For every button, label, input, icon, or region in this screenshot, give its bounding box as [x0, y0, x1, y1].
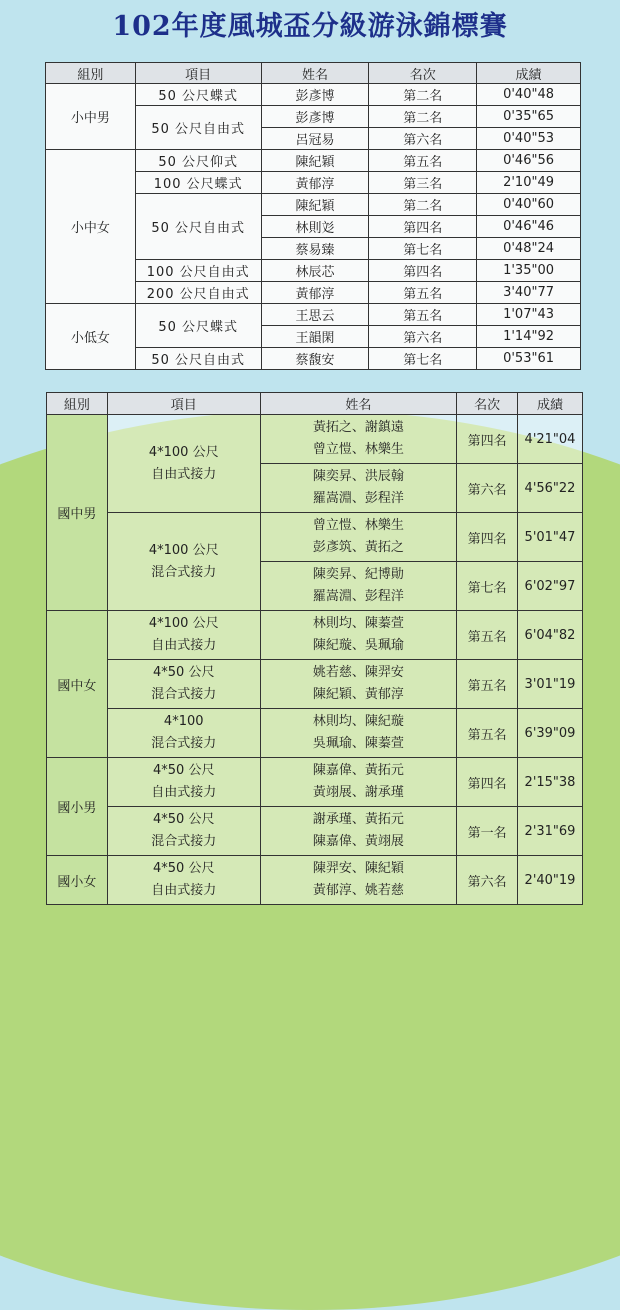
- time-cell: 3'01"19: [518, 660, 583, 709]
- column-header: 組別: [46, 63, 136, 84]
- name-cell: 彭彥博: [261, 106, 369, 128]
- rank-cell: 第四名: [457, 513, 518, 562]
- event-line: 混合式接力: [151, 564, 217, 580]
- event-cell: [107, 807, 260, 856]
- names-line: 謝承瑾、黃拓元: [312, 812, 404, 827]
- rank-cell: 第五名: [369, 150, 477, 172]
- column-header: 項目: [135, 63, 261, 84]
- group-cell: 國小女: [47, 856, 108, 905]
- rank-cell: 第五名: [457, 611, 518, 660]
- event-cell: 100 公尺自由式: [135, 260, 261, 282]
- event-line: 4*100 公尺: [148, 542, 219, 558]
- time-cell: 3'40"77: [477, 282, 581, 304]
- event-cell: [107, 709, 260, 758]
- time-cell: 6'39"09: [518, 709, 583, 758]
- names-line: 陳羿安、陳紀穎: [312, 861, 404, 876]
- table-row: [47, 856, 583, 905]
- names-line: 陳奕昇、洪辰翰: [312, 469, 404, 484]
- page-title: 102年度風城盃分級游泳錦標賽: [112, 11, 508, 42]
- rank-cell: 第七名: [369, 238, 477, 260]
- name-cell: 黃郁淳: [261, 282, 369, 304]
- time-cell: 0'46"46: [477, 216, 581, 238]
- rank-cell: 第二名: [369, 106, 477, 128]
- time-cell: 1'07"43: [477, 304, 581, 326]
- rank-cell: 第二名: [369, 84, 477, 106]
- names-cell: [260, 464, 457, 513]
- event-cell: [107, 660, 260, 709]
- event-cell: [107, 513, 260, 611]
- name-cell: 王韻閑: [261, 326, 369, 348]
- name-cell: 蔡馥安: [261, 348, 369, 370]
- event-cell: 50 公尺蝶式: [135, 304, 261, 348]
- event-cell: 50 公尺自由式: [135, 194, 261, 260]
- rank-cell: 第五名: [369, 282, 477, 304]
- name-cell: 陳紀穎: [261, 150, 369, 172]
- event-cell: [107, 611, 260, 660]
- names-line: 曾立愷、林樂生: [312, 518, 404, 533]
- event-line: 4*50 公尺: [153, 812, 215, 827]
- names-cell: [260, 709, 457, 758]
- name-cell: 林辰芯: [261, 260, 369, 282]
- group-cell: 國中男: [47, 415, 108, 611]
- table-row: [47, 758, 583, 807]
- name-cell: 林則彣: [261, 216, 369, 238]
- event-line: 自由式接力: [151, 466, 217, 482]
- event-line: 4*50 公尺: [153, 665, 215, 680]
- rank-cell: 第六名: [369, 128, 477, 150]
- rank-cell: 第四名: [457, 758, 518, 807]
- results-table-relay: [46, 392, 583, 905]
- names-cell: [260, 562, 457, 611]
- names-line: 彭彥筑、黃拓之: [312, 540, 404, 555]
- event-cell: 50 公尺蝶式: [135, 84, 261, 106]
- column-header: 姓名: [261, 63, 369, 84]
- event-line: 4*100 公尺: [148, 444, 219, 460]
- column-header: 項目: [107, 393, 260, 415]
- event-line: 自由式接力: [151, 638, 217, 653]
- names-cell: [260, 513, 457, 562]
- event-cell: 50 公尺自由式: [135, 348, 261, 370]
- time-cell: 1'35"00: [477, 260, 581, 282]
- group-cell: 小低女: [46, 304, 136, 370]
- event-line: 混合式接力: [151, 834, 217, 849]
- event-line: 自由式接力: [151, 785, 217, 800]
- names-line: 陳紀璇、吳珮瑜: [312, 638, 404, 653]
- event-line: 混合式接力: [151, 736, 217, 751]
- column-header: 名次: [457, 393, 518, 415]
- time-cell: 4'56"22: [518, 464, 583, 513]
- table-row: [47, 415, 583, 464]
- names-line: 羅嵩淵、彭程洋: [312, 589, 404, 604]
- names-line: 吳珮瑜、陳蓁萱: [312, 736, 404, 751]
- names-line: 羅嵩淵、彭程洋: [312, 491, 404, 506]
- time-cell: 2'10"49: [477, 172, 581, 194]
- group-cell: 國中女: [47, 611, 108, 758]
- event-line: 4*100 公尺: [148, 616, 219, 631]
- names-cell: [260, 856, 457, 905]
- names-line: 林則均、陳紀璇: [312, 714, 404, 729]
- time-cell: 0'53"61: [477, 348, 581, 370]
- rank-cell: 第六名: [369, 326, 477, 348]
- time-cell: 6'04"82: [518, 611, 583, 660]
- rank-cell: 第一名: [457, 807, 518, 856]
- rank-cell: 第四名: [457, 415, 518, 464]
- names-line: 黃拓之、謝鎮遠: [312, 420, 404, 435]
- column-header: 成績: [477, 63, 581, 84]
- table-row: [47, 807, 583, 856]
- time-cell: 4'21"04: [518, 415, 583, 464]
- event-line: 自由式接力: [151, 883, 217, 898]
- names-cell: [260, 660, 457, 709]
- event-line: 混合式接力: [151, 687, 217, 702]
- names-line: 陳奕昇、紀博勛: [312, 567, 404, 582]
- time-cell: 0'40"48: [477, 84, 581, 106]
- column-header: 名次: [369, 63, 477, 84]
- name-cell: 蔡易臻: [261, 238, 369, 260]
- names-line: 陳嘉偉、黃拓元: [312, 763, 404, 778]
- rank-cell: 第六名: [457, 856, 518, 905]
- names-line: 黃翊展、謝承瑾: [312, 785, 404, 800]
- event-line: 4*100: [163, 714, 204, 729]
- time-cell: 1'14"92: [477, 326, 581, 348]
- rank-cell: 第三名: [369, 172, 477, 194]
- names-line: 黃郁淳、姚若慈: [312, 883, 404, 898]
- time-cell: 5'01"47: [518, 513, 583, 562]
- rank-cell: 第二名: [369, 194, 477, 216]
- event-line: 4*50 公尺: [153, 861, 215, 876]
- event-cell: [107, 758, 260, 807]
- event-cell: [107, 856, 260, 905]
- column-header: 成績: [518, 393, 583, 415]
- time-cell: 2'15"38: [518, 758, 583, 807]
- names-line: 林則均、陳蓁萱: [312, 616, 404, 631]
- time-cell: 0'46"56: [477, 150, 581, 172]
- name-cell: 黃郁淳: [261, 172, 369, 194]
- results-table-elementary-individual: [45, 62, 581, 370]
- table-row: [47, 709, 583, 758]
- rank-cell: 第四名: [369, 216, 477, 238]
- table-row: [47, 660, 583, 709]
- time-cell: 0'48"24: [477, 238, 581, 260]
- names-cell: [260, 415, 457, 464]
- event-cell: [107, 415, 260, 513]
- rank-cell: 第七名: [457, 562, 518, 611]
- time-cell: 2'40"19: [518, 856, 583, 905]
- event-cell: 50 公尺仰式: [135, 150, 261, 172]
- event-cell: 200 公尺自由式: [135, 282, 261, 304]
- time-cell: 0'40"53: [477, 128, 581, 150]
- rank-cell: 第七名: [369, 348, 477, 370]
- names-line: 陳紀穎、黃郁淳: [312, 687, 404, 702]
- event-cell: 100 公尺蝶式: [135, 172, 261, 194]
- name-cell: 呂冠易: [261, 128, 369, 150]
- table-row: [46, 84, 581, 106]
- event-line: 4*50 公尺: [153, 763, 215, 778]
- rank-cell: 第五名: [457, 709, 518, 758]
- names-line: 陳嘉偉、黃翊展: [312, 834, 404, 849]
- table-row: [47, 513, 583, 562]
- name-cell: 王思云: [261, 304, 369, 326]
- group-cell: 小中男: [46, 84, 136, 150]
- table-row: [46, 150, 581, 172]
- group-cell: 小中女: [46, 150, 136, 304]
- table-row: [46, 304, 581, 326]
- name-cell: 彭彥博: [261, 84, 369, 106]
- event-cell: 50 公尺自由式: [135, 106, 261, 150]
- time-cell: 0'40"60: [477, 194, 581, 216]
- time-cell: 2'31"69: [518, 807, 583, 856]
- names-cell: [260, 758, 457, 807]
- rank-cell: 第四名: [369, 260, 477, 282]
- names-cell: [260, 807, 457, 856]
- time-cell: 6'02"97: [518, 562, 583, 611]
- names-line: 姚若慈、陳羿安: [312, 665, 404, 680]
- name-cell: 陳紀穎: [261, 194, 369, 216]
- column-header: 組別: [47, 393, 108, 415]
- names-cell: [260, 611, 457, 660]
- column-header: 姓名: [260, 393, 457, 415]
- rank-cell: 第五名: [457, 660, 518, 709]
- rank-cell: 第五名: [369, 304, 477, 326]
- table-row: [47, 611, 583, 660]
- time-cell: 0'35"65: [477, 106, 581, 128]
- rank-cell: 第六名: [457, 464, 518, 513]
- names-line: 曾立愷、林樂生: [312, 442, 404, 457]
- group-cell: 國小男: [47, 758, 108, 856]
